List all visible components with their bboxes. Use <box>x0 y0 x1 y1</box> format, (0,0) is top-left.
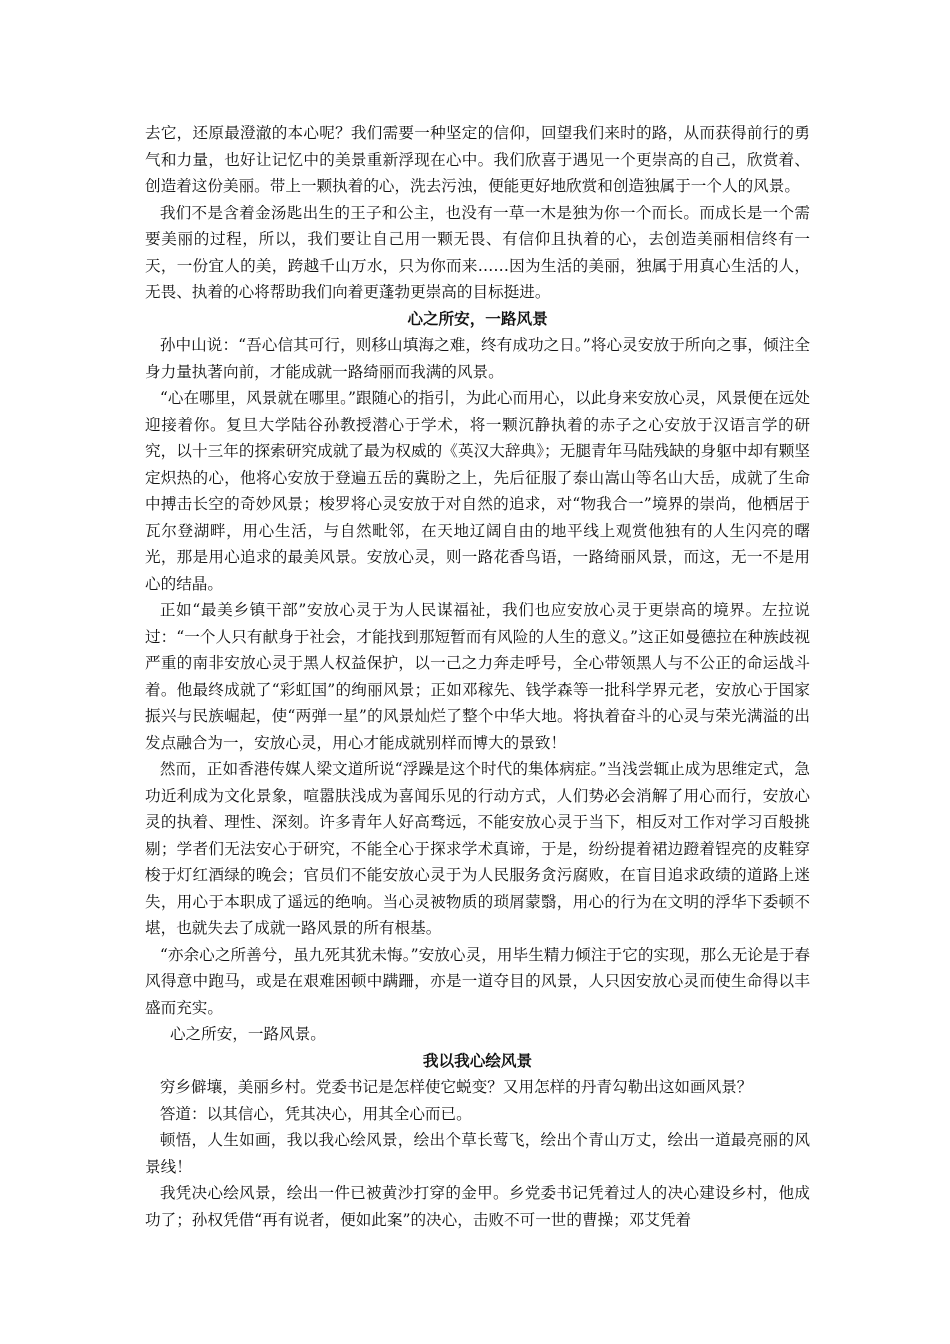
paragraph-9: 穷乡僻壤，美丽乡村。党委书记是怎样使它蜕变？又用怎样的丹青勾勒出这如画风景？ <box>159 1078 753 1096</box>
paragraph-12: 我凭决心绘风景，绘出一件已被黄沙打穿的金甲。乡党委书记凭着过人的决心建设乡村，他成功了；孙权凭借“再有说者，便如此案”的决心，击败不可一世的曹操；邓艾凭着 <box>145 1184 810 1229</box>
paragraph-8: 心之所安，一路风景。 <box>169 1025 326 1043</box>
paragraph-1: 去它，还原最澄澈的本心呢？我们需要一种坚定的信仰，回望我们来时的路，从而获得前行的勇气和力量，也好让记忆中的美景重新浮现在心中。我们欣喜于遇见一个更崇高的自己，欣赏着、创造着这份美丽。带上一颗执着的心，洗去污浊，便能更好地欣赏和创造独属于一个人的风景。 <box>145 124 810 195</box>
paragraph-7: “亦余心之所善兮，虽九死其犹未悔。”安放心灵，用毕生精力倾注于它的实现，那么无论是于春风得意中跑马，或是在艰难困顿中蹒跚，亦是一道夺目的风景，人只因安放心灵而使生命得以丰盛而充实。 <box>145 945 810 1017</box>
paragraph-10: 答道：以其信心，凭其决心，用其全心而已。 <box>159 1104 472 1123</box>
section-heading-2: 我以我心绘风景 <box>422 1051 533 1070</box>
paragraph-11: 顿悟，人生如画，我以我心绘风景，绘出个草长莺飞，绘出个青山万丈，绘出一道最亮丽的风景线！ <box>145 1131 810 1176</box>
paragraph-3: 孙中山说：“吾心信其可行，则移山填海之难，终有成功之日。”将心灵安放于所向之事，倾注全身力量执著向前，才能成就一路绮丽而我满的风景。 <box>145 336 810 381</box>
document-page <box>145 120 810 1233</box>
section-heading-1: 心之所安，一路风景 <box>407 309 548 328</box>
paragraph-6: 然而，正如香港传媒人梁文道所说“浮躁是这个时代的集体病症。”当浅尝辄止成为思维定式，急功近利成为文化景象，喧嚣肤浅成为喜闻乐见的行动方式，人们势必会消解了用心而行，安放心灵的执着、理性、深刻。许多青年人好高骛远，不能安放心灵于当下，相反对工作对学习百般挑剔；学者们无法安心于研究，不能全心于探求学术真谛，于是，纷纷提着裙边蹬着锃亮的皮鞋穿梭于灯红酒绿的晚会；官员们不能安放心灵于为人民服务贪污腐败，在盲目追求政绩的道路上迷失，用心于本职成了遥远的绝响。当心灵被物质的琐屑蒙翳，用心的行为在文明的浮华下委顿不堪，也就失去了成就一路风景的所有根基。 <box>145 760 810 937</box>
paragraph-2: 我们不是含着金汤匙出生的王子和公主，也没有一草一木是独为你一个而长。而成长是一个需要美丽的过程，所以，我们要让自己用一颗无畏、有信仰且执着的心，去创造美丽相信终有一天，一份宜人的美，跨越千山万水，只为你而来……因为生活的美丽，独属于用真心生活的人，无畏、执着的心将帮助我们向着更蓬勃更崇高的目标挺进。 <box>145 203 810 301</box>
paragraph-5: 正如“最美乡镇干部”安放心灵于为人民谋福祉，我们也应安放心灵于更崇高的境界。左拉说过：“一个人只有献身于社会，才能找到那短暂而有风险的人生的意义。”这正如曼德拉在种族歧视严重的南非安放心灵于黑人权益保护，以一己之力奔走呼号，全心带领黑人与不公正的命运战斗着。他最终成就了“彩虹国”的绚丽风景；正如邓稼先、钱学森等一批科学界元老，安放心于国家振兴与民族崛起，使“两弹一星”的风景灿烂了整个中华大地。将执着奋斗的心灵与荣光满溢的出发点融合为一，安放心灵，用心才能成就别样而博大的景致！ <box>145 601 810 752</box>
paragraph-4: “心在哪里，风景就在哪里。”跟随心的指引，为此心而用心，以此身来安放心灵，风景便在远处迎接着你。复旦大学陆谷孙教授潜心于学术，将一颗沉静执着的赤子之心安放于汉语言学的研究，以十三年的探索研究成就了最为权威的《英汉大辞典》；无腿青年马陆残缺的身躯中却有颗坚定炽热的心，他将心安放于登遍五岳的冀盼之上，先后征服了泰山嵩山等名山大岳，成就了生命中搏击长空的奇妙风景；梭罗将心灵安放于对自然的追求，对“物我合一”境界的崇尚，他栖居于瓦尔登湖畔，用心生活，与自然毗邻，在天地辽阔自由的地平线上观赏他独有的人生闪亮的曙光，那是用心追求的最美风景。安放心灵，则一路花香鸟语，一路绮丽风景，而这，无一不是用心的结晶。 <box>145 389 810 593</box>
